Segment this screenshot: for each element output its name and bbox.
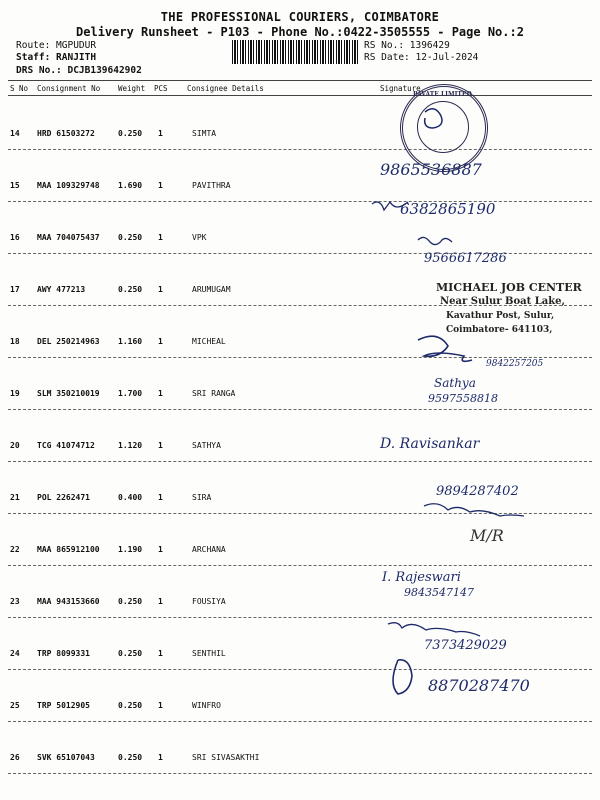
row-consignment-no: HRD 61503272 [37,129,95,138]
row-consignment-no: SVK 65107043 [37,753,95,762]
row-divider [8,409,592,410]
row-weight: 0.250 [118,649,143,658]
row-sno: 19 [10,389,20,398]
row-pcs: 1 [158,441,163,450]
col-header-consignee: Consignee Details [187,84,264,93]
row-consignee: SENTHIL [192,649,226,658]
row-pcs: 1 [158,701,163,710]
stamp-inner-ring [417,101,469,153]
sig-r25-phone: 7373429029 [424,638,507,653]
row-sno: 24 [10,649,20,658]
row-sno: 26 [10,753,20,762]
col-header-signature: Signature [380,84,421,93]
row-sno: 22 [10,545,20,554]
scribble-r23 [424,504,524,516]
row-pcs: 1 [158,389,163,398]
row-divider [8,357,592,358]
barcode-image [232,40,358,64]
sig-r20-name: Sathya [434,376,476,390]
row-consignment-no: MAA 109329748 [37,181,100,190]
sig-r17-phone: 9566617286 [424,251,507,266]
row-sno: 20 [10,441,20,450]
row-consignment-no: TRP 8099331 [37,649,90,658]
sig-r16-phone: 6382865190 [400,200,496,218]
row-consignment-no: MAA 943153660 [37,597,100,606]
seal-line-1: MICHAEL JOB CENTER [436,281,582,294]
sig-r21-name: D. Ravisankar [380,436,480,452]
seal-line-4: Coimbatore- 641103, [446,325,553,335]
sig-r20-phone: 9597558818 [428,392,498,405]
row-weight: 1.190 [118,545,143,554]
row-consignment-no: MAA 865912100 [37,545,100,554]
rs-date: RS Date: 12-Jul-2024 [364,52,479,63]
stamp-round-text: PAVATE LIMITED [413,91,472,98]
row-divider [8,565,592,566]
row-consignee: PAVITHRA [192,181,231,190]
header-rule-top [8,80,592,81]
row-divider [8,669,592,670]
row-consignee: SIRA [192,493,212,502]
row-pcs: 1 [158,233,163,242]
row-sno: 16 [10,233,20,242]
row-consignee: SRI RANGA [192,389,236,398]
scribble-r17 [418,237,452,244]
row-consignment-no: TRP 5012905 [37,701,90,710]
scribble-r25 [388,623,480,636]
col-header-weight: Weight [118,84,146,93]
row-consignment-no: POL 2262471 [37,493,90,502]
page-title: THE PROFESSIONAL COURIERS, COIMBATORE [160,10,440,24]
sig-r24-name: I. Rajeswari [382,570,461,585]
row-consignee: SATHYA [192,441,221,450]
row-sno: 14 [10,129,20,138]
row-divider [8,461,592,462]
row-sno: 15 [10,181,20,190]
row-consignment-no: MAA 704075437 [37,233,100,242]
sig-r15-phone: 9865536887 [380,160,482,179]
row-pcs: 1 [158,285,163,294]
row-weight: 0.250 [118,753,143,762]
row-divider [8,773,592,774]
sig-r19-phone: 9842257205 [486,359,544,369]
row-pcs: 1 [158,129,163,138]
row-weight: 0.250 [118,129,143,138]
row-consignee: WINFRO [192,701,221,710]
route-label: Route: MGPUDUR [16,40,97,51]
row-consignee: SIMTA [192,129,217,138]
row-divider [8,201,592,202]
sig-r22-phone: 9894287402 [436,484,519,499]
row-sno: 18 [10,337,20,346]
row-pcs: 1 [158,545,163,554]
row-divider [8,721,592,722]
row-pcs: 1 [158,493,163,502]
row-divider [8,149,592,150]
sig-r26-phone: 8870287470 [428,676,530,695]
row-consignment-no: TCG 41074712 [37,441,95,450]
row-weight: 0.250 [118,285,143,294]
sig-r24-phone: 9843547147 [404,586,474,599]
rs-number: RS No.: 1396429 [364,40,450,51]
row-consignment-no: SLM 350210019 [37,389,100,398]
row-pcs: 1 [158,649,163,658]
col-header-consignment: Consignment No [37,84,101,93]
scribble-r26 [393,660,412,694]
row-consignee: MICHEAL [192,337,226,346]
company-stamp [400,84,488,172]
row-pcs: 1 [158,597,163,606]
row-pcs: 1 [158,337,163,346]
seal-line-2: Near Sulur Boat Lake, [440,296,566,307]
header-rule-bottom [8,95,592,96]
sig-r23-mark: M/R [470,526,504,545]
page-subtitle: Delivery Runsheet - P103 - Phone No.:0422-3505555 - Page No.:2 [76,25,524,39]
row-sno: 17 [10,285,20,294]
row-consignment-no: DEL 250214963 [37,337,100,346]
row-sno: 25 [10,701,20,710]
row-consignee: ARUMUGAM [192,285,231,294]
row-consignee: ARCHANA [192,545,226,554]
row-weight: 1.120 [118,441,143,450]
row-consignee: SRI SIVASAKTHI [192,753,260,762]
col-header-sno: S No [10,84,29,93]
row-weight: 0.250 [118,597,143,606]
drs-number: DRS No.: DCJB139642902 [16,65,142,76]
row-sno: 21 [10,493,20,502]
row-weight: 1.160 [118,337,143,346]
row-weight: 0.250 [118,233,143,242]
row-weight: 0.250 [118,701,143,710]
seal-line-3: Kavathur Post, Sulur, [446,311,555,321]
row-pcs: 1 [158,753,163,762]
col-header-pcs: PCS [154,84,168,93]
row-consignee: FOUSIYA [192,597,226,606]
row-sno: 23 [10,597,20,606]
row-divider [8,617,592,618]
row-divider [8,513,592,514]
row-consignment-no: AWY 477213 [37,285,86,294]
row-pcs: 1 [158,181,163,190]
row-consignee: VPK [192,233,207,242]
row-weight: 0.400 [118,493,143,502]
row-weight: 1.700 [118,389,143,398]
row-weight: 1.690 [118,181,143,190]
staff-label: Staff: RANJITH [16,52,97,63]
